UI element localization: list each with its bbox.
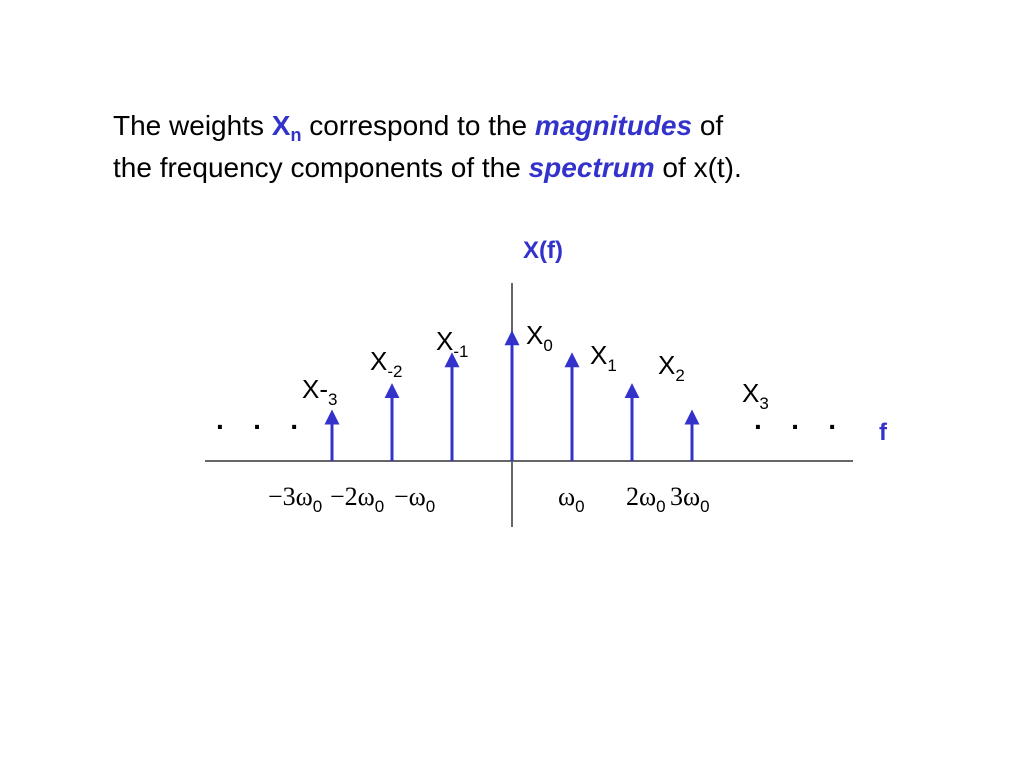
tick-label-1-base: ω: [558, 482, 576, 511]
tick-label-neg3-base: −3ω: [268, 482, 313, 511]
tick-label-3: [670, 482, 710, 516]
tick-label-1: [558, 482, 585, 516]
coefficient-label-neg3-sign: -: [319, 374, 329, 404]
coefficient-label-1: [590, 340, 617, 375]
coefficient-label-neg3-subscript: 3: [328, 390, 338, 409]
coefficient-label-neg2-base: X: [370, 346, 388, 376]
coefficient-label-0-subscript: 0: [543, 336, 553, 355]
tick-label-2-subscript: 0: [656, 497, 666, 516]
coefficient-label-neg3-base: X: [302, 374, 320, 404]
caption-text-4: the frequency components of the: [113, 152, 529, 183]
tick-label-neg3-subscript: 0: [312, 497, 323, 516]
coefficient-label-neg1: [436, 326, 469, 361]
coefficient-label-neg2: [370, 346, 403, 381]
tick-label-neg1-base: −ω: [394, 482, 426, 511]
coefficient-label-2-subscript: 2: [675, 366, 685, 385]
tick-label-3-subscript: 0: [700, 497, 710, 516]
coefficient-label-neg1-subscript: -1: [453, 342, 469, 361]
weights-symbol-base: X: [271, 110, 291, 141]
coefficient-label-1-subscript: 1: [607, 356, 617, 375]
tick-label-neg1: [394, 482, 436, 516]
tick-label-2: [626, 482, 666, 516]
coefficient-label-0: [526, 320, 553, 355]
coefficient-label-0-base: X: [526, 320, 544, 350]
tick-label-neg2: [330, 482, 385, 516]
emphasis-spectrum: spectrum: [528, 152, 655, 183]
coefficient-label-neg1-base: X: [436, 326, 454, 356]
coefficient-label-3: [742, 378, 769, 413]
ellipsis-left: · · ·: [216, 411, 310, 442]
x-axis-title: f: [879, 419, 887, 446]
coefficient-label-1-base: X: [590, 340, 608, 370]
weights-symbol-subscript: n: [290, 125, 302, 145]
tick-label-3-base: 3ω: [670, 482, 701, 511]
tick-label-neg1-subscript: 0: [425, 497, 436, 516]
coefficient-label-neg3: [302, 374, 338, 409]
caption-text-2: correspond to the: [301, 110, 535, 141]
tick-label-neg3: [268, 482, 323, 516]
emphasis-magnitudes: magnitudes: [534, 110, 693, 141]
tick-label-2-base: 2ω: [626, 482, 657, 511]
y-axis-title: X(f): [523, 237, 563, 264]
tick-label-neg2-base: −2ω: [330, 482, 375, 511]
coefficient-label-neg2-subscript: -2: [387, 362, 403, 381]
tick-label-neg2-subscript: 0: [374, 497, 385, 516]
coefficient-label-3-base: X: [742, 378, 760, 408]
tick-label-1-subscript: 0: [575, 497, 585, 516]
coefficient-label-2: [658, 350, 685, 385]
coefficient-label-3-subscript: 3: [759, 394, 769, 413]
caption-text-3: of: [692, 110, 724, 141]
caption-text-1: The weights: [113, 110, 272, 141]
caption-text-5: of x(t).: [654, 152, 742, 183]
coefficient-label-2-base: X: [658, 350, 676, 380]
ellipsis-right: · · ·: [754, 411, 848, 442]
